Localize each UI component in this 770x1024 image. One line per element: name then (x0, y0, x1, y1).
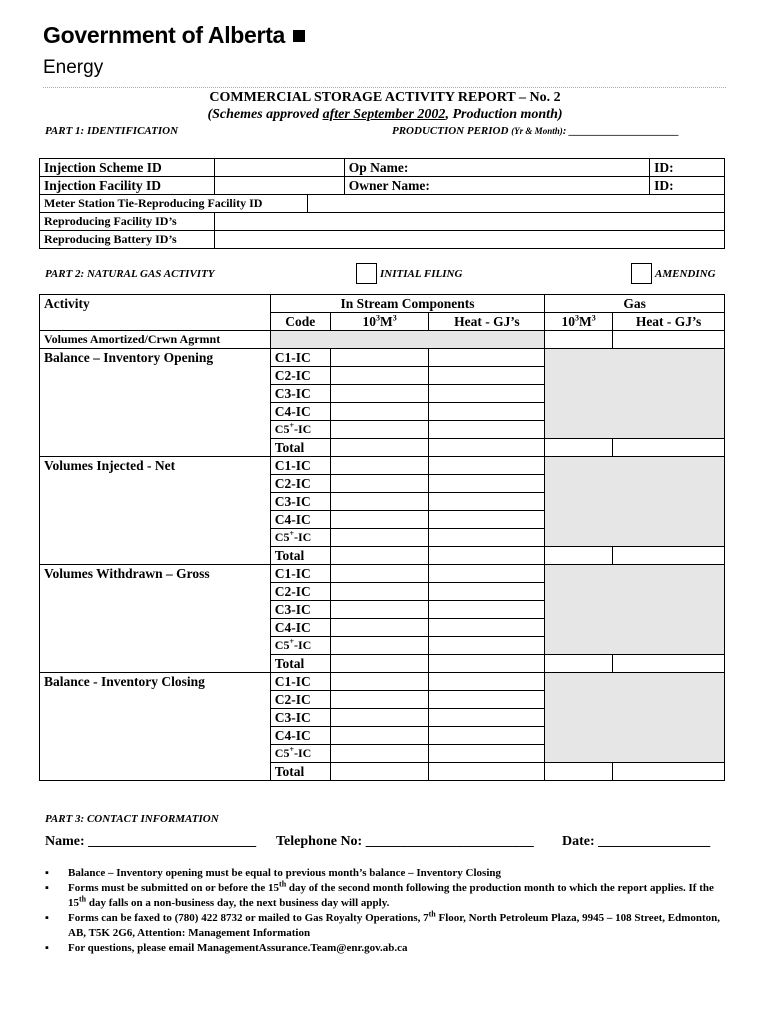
instream-heat-cell[interactable] (429, 511, 545, 529)
instream-heat-cell[interactable] (429, 637, 545, 655)
table-row (40, 457, 725, 475)
instream-heat-cell[interactable] (429, 457, 545, 475)
reproducing-battery-label: Reproducing Battery ID’s (40, 231, 215, 249)
gas-volume-total-cell[interactable] (545, 547, 613, 565)
part2-label: PART 2: NATURAL GAS ACTIVITY (45, 268, 215, 280)
instream-volume-header: $10^3M^3$ (330, 313, 429, 331)
instream-volume-cell[interactable] (330, 457, 429, 475)
gas-activity-table (39, 294, 725, 781)
instream-heat-cell[interactable] (429, 439, 545, 457)
code-cell: Total (270, 547, 330, 565)
gas-volume-total-cell[interactable] (545, 439, 613, 457)
code-cell: C1-IC (270, 673, 330, 691)
header-divider (43, 87, 726, 88)
instream-heat-cell[interactable] (429, 475, 545, 493)
gas-header: Gas (545, 295, 725, 313)
instream-heat-cell[interactable] (429, 529, 545, 547)
instream-heat-cell[interactable] (429, 349, 545, 367)
gas-volume-total-cell[interactable] (545, 763, 613, 781)
instream-volume-cell[interactable] (330, 565, 429, 583)
identification-table (39, 158, 725, 249)
reproducing-battery-field[interactable] (214, 231, 724, 249)
section-label: Balance – Inventory Opening (40, 349, 271, 457)
instream-heat-cell[interactable] (429, 619, 545, 637)
code-cell: C3-IC (270, 385, 330, 403)
instream-heat-cell[interactable] (429, 583, 545, 601)
instream-volume-cell[interactable] (330, 547, 429, 565)
contact-telephone-field[interactable]: Telephone No: ________________________ (276, 834, 534, 849)
org-title: Government of Alberta (43, 22, 305, 49)
instream-volume-cell[interactable] (330, 637, 429, 655)
gas-gray-cell (545, 349, 725, 439)
gas-heat-total-cell[interactable] (613, 547, 725, 565)
instream-heat-cell[interactable] (429, 763, 545, 781)
note-item: ▪ For questions, please email ManagementAssurance.Team@enr.gov.ab.ca (45, 942, 408, 954)
instream-volume-cell[interactable] (330, 349, 429, 367)
amending-checkbox[interactable] (631, 263, 652, 284)
dept-title: Energy (43, 57, 104, 78)
code-cell: C1-IC (270, 565, 330, 583)
instream-heat-cell[interactable] (429, 547, 545, 565)
code-cell: C1-IC (270, 349, 330, 367)
gas-gray-cell (545, 457, 725, 547)
code-cell: C4-IC (270, 511, 330, 529)
injection-facility-id-label: Injection Facility ID (40, 177, 215, 195)
gas-heat-header: Heat - GJ’s (613, 313, 725, 331)
instream-heat-cell[interactable] (429, 421, 545, 439)
instream-volume-cell[interactable] (330, 367, 429, 385)
instream-volume-cell[interactable] (330, 745, 429, 763)
contact-date-field[interactable]: Date: ________________ (562, 834, 711, 849)
instream-volume-cell[interactable] (330, 403, 429, 421)
instream-volume-cell[interactable] (330, 385, 429, 403)
instream-volume-cell[interactable] (330, 673, 429, 691)
report-title: COMMERCIAL STORAGE ACTIVITY REPORT – No. 2 (209, 90, 561, 105)
instream-volume-cell[interactable] (330, 763, 429, 781)
gas-heat-total-cell[interactable] (613, 439, 725, 457)
report-subtitle: (Schemes approved after September 2002, Production month) (207, 107, 563, 122)
gas-volume-header: $10^3M^3$ (545, 313, 613, 331)
logo-square-icon (293, 30, 305, 42)
initial-filing-checkbox[interactable] (356, 263, 377, 284)
instream-heat-cell[interactable] (429, 727, 545, 745)
injection-scheme-id-field[interactable] (214, 159, 344, 177)
instream-volume-cell[interactable] (330, 493, 429, 511)
instream-heat-cell[interactable] (429, 385, 545, 403)
code-cell: C2-IC (270, 475, 330, 493)
section-label: Balance - Inventory Closing (40, 673, 271, 781)
reproducing-facility-label: Reproducing Facility ID’s (40, 213, 215, 231)
code-cell: Total (270, 655, 330, 673)
instream-volume-cell[interactable] (330, 421, 429, 439)
section-label: Volumes Withdrawn – Gross (40, 565, 271, 673)
table-row (40, 349, 725, 367)
instream-heat-cell[interactable] (429, 709, 545, 727)
instream-heat-header: Heat - GJ’s (429, 313, 545, 331)
instream-volume-cell[interactable] (330, 691, 429, 709)
owner-id-field[interactable]: ID: (650, 177, 725, 195)
gas-volume-total-cell[interactable] (545, 655, 613, 673)
amending-label: AMENDING (655, 268, 716, 280)
code-cell: C5+-IC (270, 421, 330, 439)
code-cell: C5+-IC (270, 529, 330, 547)
instream-heat-cell[interactable] (429, 691, 545, 709)
gas-gray-cell (545, 673, 725, 763)
instream-volume-cell[interactable] (330, 655, 429, 673)
code-cell: Total (270, 439, 330, 457)
owner-name-field[interactable]: Owner Name: (344, 177, 649, 195)
op-name-field[interactable]: Op Name: (344, 159, 649, 177)
instream-heat-cell[interactable] (429, 493, 545, 511)
code-cell: C2-IC (270, 691, 330, 709)
note-item: ▪ Balance – Inventory opening must be equal to previous month’s balance – Inventory Closing (45, 867, 502, 879)
injection-facility-id-field[interactable] (214, 177, 344, 195)
code-cell: C3-IC (270, 709, 330, 727)
code-cell: C3-IC (270, 601, 330, 619)
instream-volume-cell[interactable] (330, 511, 429, 529)
code-cell: C2-IC (270, 583, 330, 601)
code-cell: Total (270, 763, 330, 781)
contact-name-field[interactable]: Name: ________________________ (45, 834, 257, 849)
instream-heat-cell[interactable] (429, 565, 545, 583)
activity-header: Activity (40, 295, 271, 331)
code-cell: C4-IC (270, 727, 330, 745)
reproducing-facility-field[interactable] (214, 213, 724, 231)
instream-heat-cell[interactable] (429, 367, 545, 385)
instream-volume-cell[interactable] (330, 601, 429, 619)
table-row (40, 565, 725, 583)
instream-heat-cell[interactable] (429, 655, 545, 673)
amortized-gray-cell (270, 331, 544, 349)
in-stream-header: In Stream Components (270, 295, 544, 313)
instream-volume-cell[interactable] (330, 475, 429, 493)
part1-label: PART 1: IDENTIFICATION (45, 125, 179, 137)
code-cell: C5+-IC (270, 745, 330, 763)
production-period[interactable]: PRODUCTION PERIOD (Yr & Month): ____________________ (392, 125, 680, 137)
instream-volume-cell[interactable] (330, 727, 429, 745)
gas-heat-total-cell[interactable] (613, 655, 725, 673)
code-cell: C4-IC (270, 403, 330, 421)
code-cell: C2-IC (270, 367, 330, 385)
instream-volume-cell[interactable] (330, 439, 429, 457)
gas-gray-cell (545, 565, 725, 655)
amortized-gas-heat[interactable] (613, 331, 725, 349)
initial-filing-label: INITIAL FILING (380, 268, 463, 280)
code-cell: C5+-IC (270, 637, 330, 655)
instream-heat-cell[interactable] (429, 673, 545, 691)
instream-heat-cell[interactable] (429, 745, 545, 763)
notes-list (45, 866, 725, 956)
instream-volume-cell[interactable] (330, 709, 429, 727)
meter-station-field[interactable] (307, 195, 724, 213)
note-item: ▪ Forms can be faxed to (780) 422 8732 or mailed to Gas Royalty Operations, 7th Floor, North Petroleum Plaza, 9945 – 108 Street, Edmonton, AB, T5K 2G6, Attention: Management Information (45, 909, 721, 939)
meter-station-label: Meter Station Tie-Reproducing Facility ID (40, 195, 308, 213)
table-row (40, 673, 725, 691)
op-id-field[interactable]: ID: (650, 159, 725, 177)
instream-heat-cell[interactable] (429, 403, 545, 421)
note-item: ▪ Forms must be submitted on or before the 15th day of the second month following the production month to which the report applies. If the 15th day falls on a non-business day, the next business day will apply. (45, 879, 714, 909)
injection-scheme-id-label: Injection Scheme ID (40, 159, 215, 177)
volumes-amortized-label: Volumes Amortized/Crwn Agrmnt (40, 331, 271, 349)
section-label: Volumes Injected - Net (40, 457, 271, 565)
instream-volume-cell[interactable] (330, 529, 429, 547)
code-cell: C4-IC (270, 619, 330, 637)
amortized-gas-volume[interactable] (545, 331, 613, 349)
code-cell: C3-IC (270, 493, 330, 511)
instream-volume-cell[interactable] (330, 583, 429, 601)
gas-heat-total-cell[interactable] (613, 763, 725, 781)
instream-volume-cell[interactable] (330, 619, 429, 637)
instream-heat-cell[interactable] (429, 601, 545, 619)
part3-label: PART 3: CONTACT INFORMATION (45, 813, 219, 825)
code-header: Code (270, 313, 330, 331)
code-cell: C1-IC (270, 457, 330, 475)
